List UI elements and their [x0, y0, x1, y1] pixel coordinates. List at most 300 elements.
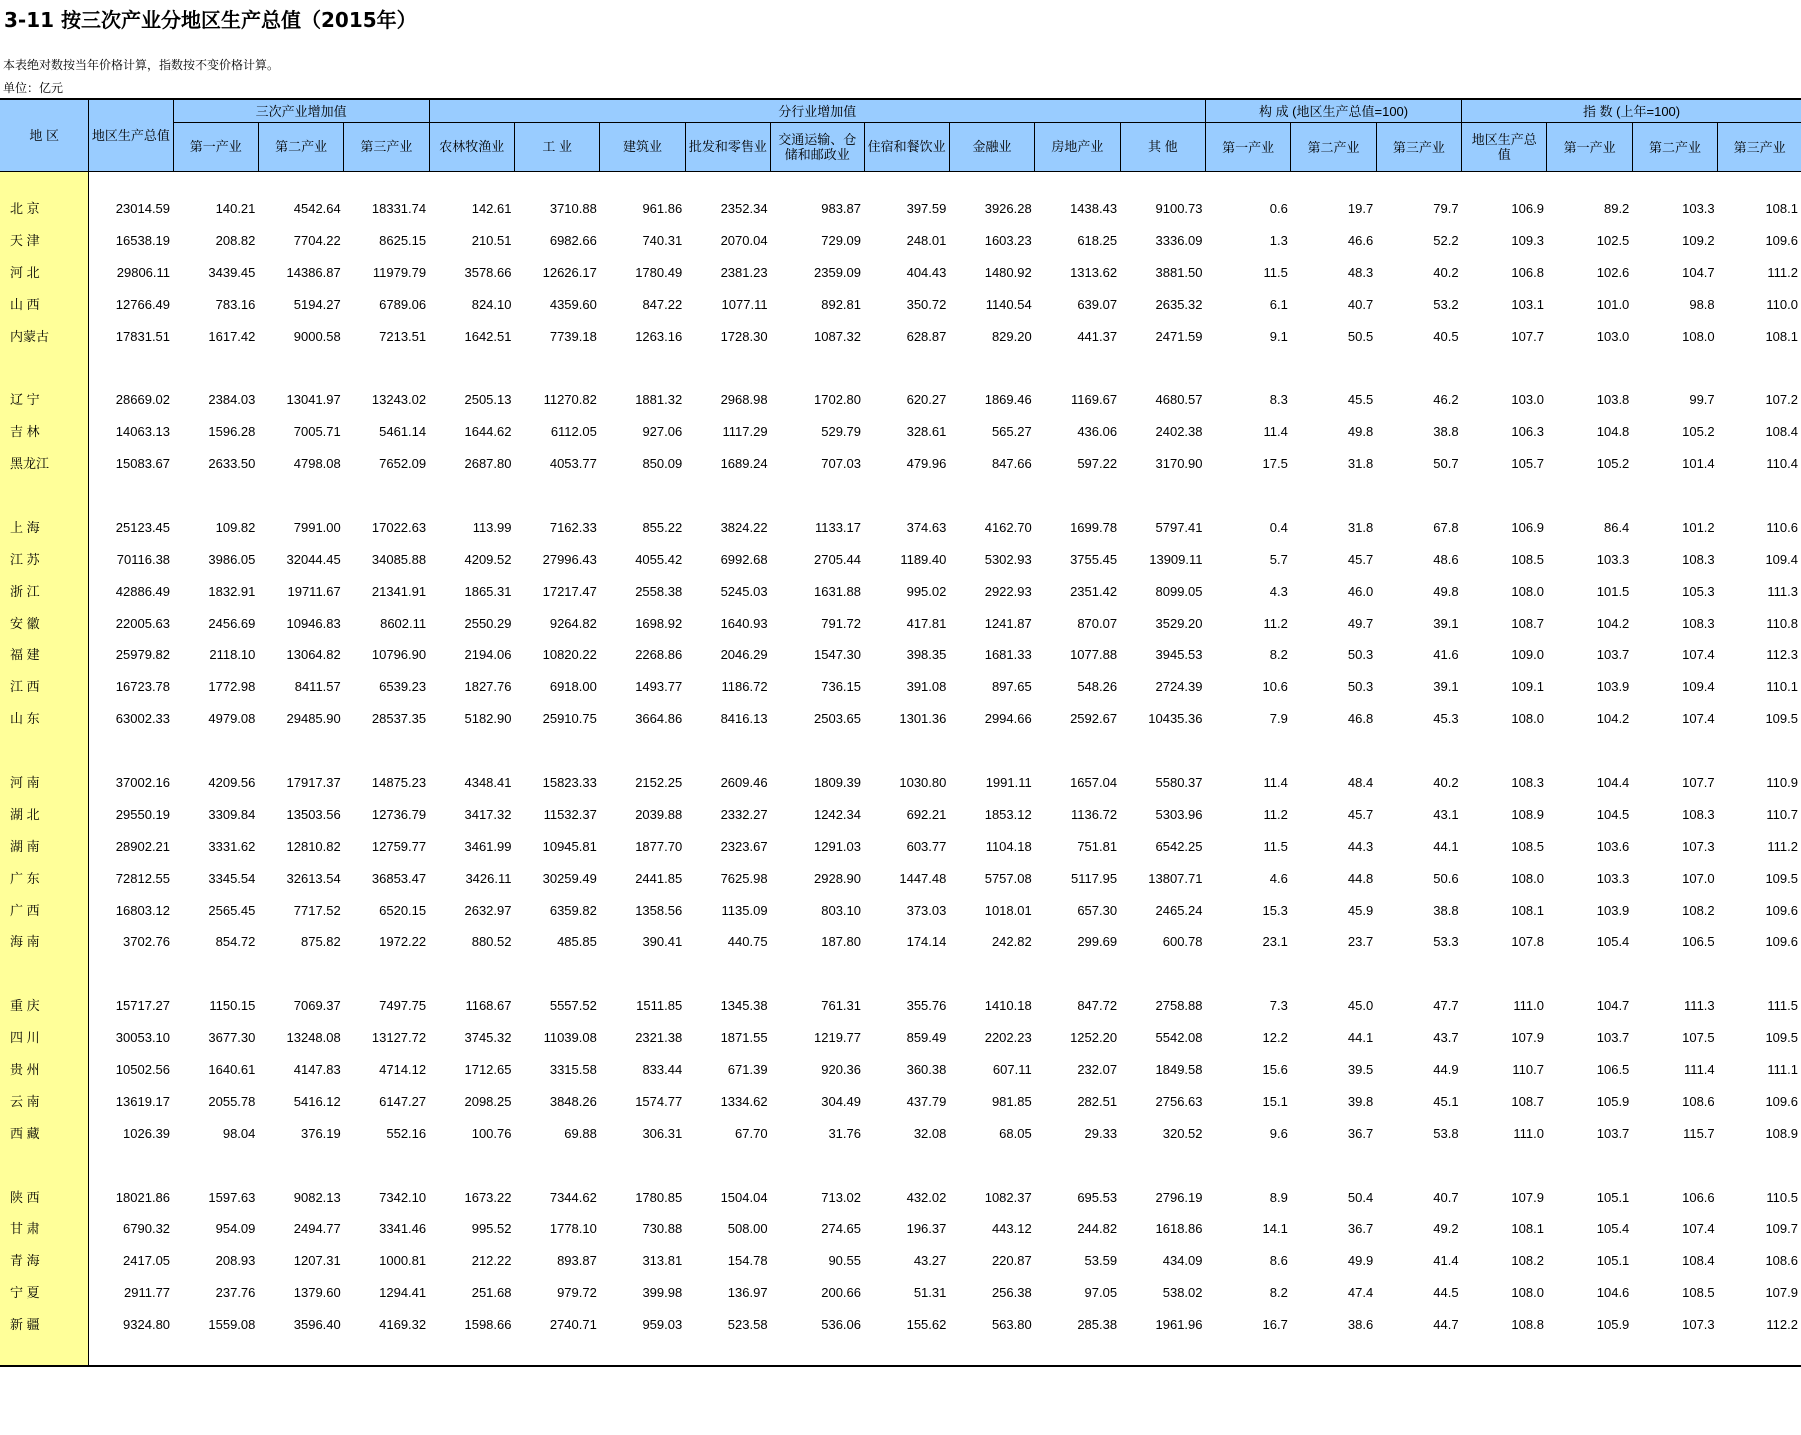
- value-cell: 2381.23: [720, 264, 768, 280]
- value-cell: 1150.15: [209, 998, 256, 1014]
- table-row: [0, 1022, 1801, 1054]
- value-cell: 854.72: [215, 934, 256, 950]
- value-cell: 104.7: [1682, 264, 1715, 280]
- value-cell: 108.1: [1765, 200, 1798, 216]
- value-cell: 16803.12: [115, 902, 171, 918]
- value-cell: 1077.88: [1070, 647, 1118, 663]
- table-row: [0, 1214, 1801, 1246]
- header-index-col: 第三产业: [1718, 123, 1801, 172]
- value-cell: 31.76: [828, 1125, 861, 1141]
- value-cell: 850.09: [642, 456, 683, 472]
- value-cell: 282.51: [1077, 1093, 1118, 1109]
- value-cell: 220.87: [991, 1253, 1032, 1269]
- value-cell: 1219.77: [814, 1030, 861, 1046]
- value-cell: 49.8: [1433, 583, 1459, 599]
- table-row: [0, 1054, 1801, 1086]
- value-cell: 107.4: [1682, 711, 1715, 727]
- value-cell: 237.76: [215, 1285, 256, 1301]
- table-header: [0, 99, 1801, 172]
- value-cell: 2402.38: [1155, 424, 1203, 440]
- value-cell: 355.76: [906, 998, 947, 1014]
- value-cell: 4798.08: [293, 456, 341, 472]
- value-cell: 5182.90: [464, 711, 512, 727]
- value-cell: 107.9: [1765, 1285, 1798, 1301]
- value-cell: 39.5: [1347, 1061, 1374, 1077]
- value-cell: 40.7: [1347, 296, 1374, 312]
- value-cell: 5117.95: [1071, 870, 1118, 886]
- value-cell: 251.68: [471, 1285, 512, 1301]
- value-cell: 108.0: [1511, 583, 1544, 599]
- value-cell: 107.2: [1765, 392, 1798, 408]
- value-cell: 523.58: [727, 1317, 768, 1333]
- value-cell: 109.5: [1765, 1030, 1798, 1046]
- value-cell: 3170.90: [1155, 456, 1203, 472]
- value-cell: 6918.00: [549, 679, 597, 695]
- value-cell: 1559.08: [208, 1317, 256, 1333]
- value-cell: 108.9: [1765, 1125, 1798, 1141]
- table-row: [0, 1086, 1801, 1118]
- region-name: 海 南: [0, 926, 89, 958]
- value-cell: 100.76: [471, 1125, 512, 1141]
- value-cell: 103.6: [1596, 838, 1630, 854]
- value-cell: 98.04: [222, 1125, 256, 1141]
- value-cell: 39.8: [1347, 1093, 1374, 1109]
- value-cell: 3986.05: [208, 551, 256, 567]
- value-cell: 112.3: [1766, 647, 1798, 663]
- table-row: [0, 608, 1801, 640]
- value-cell: 101.0: [1596, 296, 1630, 312]
- value-cell: 10502.56: [115, 1061, 171, 1077]
- value-cell: 397.59: [906, 200, 947, 216]
- value-cell: 109.7: [1765, 1221, 1798, 1237]
- value-cell: 110.8: [1766, 615, 1798, 631]
- value-cell: 2118.10: [209, 647, 256, 663]
- table-row: [0, 671, 1801, 703]
- value-cell: 4162.70: [984, 519, 1032, 535]
- value-cell: 3529.20: [1155, 615, 1203, 631]
- value-cell: 200.66: [821, 1285, 861, 1301]
- value-cell: 8099.05: [1155, 583, 1203, 599]
- value-cell: 4055.42: [635, 551, 683, 567]
- table-row: [0, 895, 1801, 927]
- header-three-col: 第一产业: [173, 123, 258, 172]
- value-cell: 103.9: [1596, 902, 1630, 918]
- value-cell: 274.65: [821, 1221, 861, 1237]
- value-cell: 399.98: [642, 1285, 683, 1301]
- table-row: [0, 416, 1801, 448]
- value-cell: 108.3: [1682, 615, 1715, 631]
- value-cell: 11.2: [1263, 615, 1288, 631]
- value-cell: 320.52: [1162, 1125, 1203, 1141]
- region-name: 吉 林: [0, 416, 89, 448]
- value-cell: 155.62: [906, 1317, 947, 1333]
- value-cell: 108.4: [1682, 1253, 1715, 1269]
- region-name: 甘 肃: [0, 1214, 89, 1246]
- value-cell: 32044.45: [286, 551, 341, 567]
- value-cell: 4348.41: [464, 774, 512, 790]
- table-row: [0, 1245, 1801, 1277]
- value-cell: 1832.91: [208, 583, 256, 599]
- region-name: 陕 西: [0, 1182, 89, 1214]
- value-cell: 783.16: [215, 296, 256, 312]
- value-cell: 695.53: [1077, 1189, 1118, 1205]
- value-cell: 2046.29: [720, 647, 768, 663]
- value-cell: 2268.86: [635, 647, 683, 663]
- value-cell: 1291.03: [814, 838, 861, 854]
- value-cell: 102.6: [1596, 264, 1630, 280]
- value-cell: 13909.11: [1149, 551, 1203, 567]
- value-cell: 108.4: [1765, 424, 1798, 440]
- value-cell: 47.7: [1433, 998, 1459, 1014]
- value-cell: 1135.09: [721, 902, 768, 918]
- value-cell: 111.5: [1767, 998, 1798, 1014]
- value-cell: 1252.20: [1070, 1030, 1118, 1046]
- value-cell: 692.21: [906, 806, 947, 822]
- value-cell: 108.0: [1511, 870, 1544, 886]
- value-cell: 49.7: [1347, 615, 1374, 631]
- value-cell: 108.1: [1511, 902, 1544, 918]
- region-name: 湖 北: [0, 799, 89, 831]
- value-cell: 1772.98: [208, 679, 256, 695]
- value-cell: 72812.55: [115, 870, 171, 886]
- value-cell: 2550.29: [464, 615, 512, 631]
- value-cell: 847.66: [991, 456, 1032, 472]
- value-cell: 43.27: [913, 1253, 947, 1269]
- value-cell: 3426.11: [465, 870, 512, 886]
- region-name: 云 南: [0, 1086, 89, 1118]
- value-cell: 1640.93: [720, 615, 768, 631]
- value-cell: 2968.98: [720, 392, 768, 408]
- value-cell: 7342.10: [379, 1189, 427, 1205]
- value-cell: 1082.37: [984, 1189, 1032, 1205]
- region-name: 河 北: [0, 257, 89, 289]
- value-cell: 2471.59: [1155, 328, 1203, 344]
- value-cell: 1133.17: [814, 519, 861, 535]
- value-cell: 1597.63: [208, 1189, 256, 1205]
- value-cell: 360.38: [906, 1061, 947, 1077]
- value-cell: 391.08: [906, 679, 947, 695]
- header-sector-col: 建筑业: [600, 123, 685, 172]
- value-cell: 21341.91: [371, 583, 427, 599]
- value-cell: 1657.04: [1070, 774, 1118, 790]
- value-cell: 8625.15: [379, 232, 427, 248]
- value-cell: 1865.31: [464, 583, 512, 599]
- value-cell: 10796.90: [371, 647, 427, 663]
- value-cell: 1410.18: [984, 998, 1032, 1014]
- value-cell: 53.2: [1433, 296, 1459, 312]
- value-cell: 740.31: [642, 232, 683, 248]
- value-cell: 417.81: [906, 615, 947, 631]
- value-cell: 11.4: [1263, 424, 1288, 440]
- value-cell: 107.4: [1682, 647, 1715, 663]
- value-cell: 15717.27: [115, 998, 171, 1014]
- value-cell: 1263.16: [635, 328, 683, 344]
- value-cell: 7162.33: [549, 519, 597, 535]
- value-cell: 11270.82: [543, 392, 597, 408]
- value-cell: 49.2: [1433, 1221, 1459, 1237]
- value-cell: 304.49: [821, 1093, 861, 1109]
- value-cell: 10.6: [1262, 679, 1288, 695]
- spacer-row: [0, 352, 1801, 384]
- value-cell: 875.82: [300, 934, 341, 950]
- value-cell: 106.6: [1682, 1189, 1715, 1205]
- region-name: 江 苏: [0, 544, 89, 576]
- value-cell: 7.3: [1269, 998, 1288, 1014]
- value-cell: 6539.23: [379, 679, 427, 695]
- value-cell: 101.5: [1596, 583, 1630, 599]
- value-cell: 671.39: [727, 1061, 768, 1077]
- gdp-table: [0, 98, 1801, 1367]
- value-cell: 3702.76: [123, 934, 171, 950]
- table-row: [0, 926, 1801, 958]
- value-cell: 111.0: [1513, 998, 1544, 1014]
- value-cell: 103.0: [1596, 328, 1630, 344]
- table-row: [0, 1309, 1801, 1341]
- spacer-row: [0, 958, 1801, 990]
- value-cell: 29485.90: [286, 711, 341, 727]
- region-name: 江 西: [0, 671, 89, 703]
- header-composition-col: 第一产业: [1206, 123, 1291, 172]
- value-cell: 3336.09: [1155, 232, 1203, 248]
- value-cell: 1689.24: [720, 456, 768, 472]
- value-cell: 597.22: [1077, 456, 1118, 472]
- value-cell: 46.0: [1347, 583, 1374, 599]
- value-cell: 6982.66: [549, 232, 597, 248]
- value-cell: 45.1: [1433, 1093, 1459, 1109]
- value-cell: 1596.28: [208, 424, 256, 440]
- value-cell: 434.09: [1162, 1253, 1203, 1269]
- value-cell: 8.3: [1269, 392, 1288, 408]
- value-cell: 5194.27: [293, 296, 341, 312]
- value-cell: 2351.42: [1070, 583, 1118, 599]
- value-cell: 10820.22: [542, 647, 597, 663]
- value-cell: 954.09: [215, 1221, 256, 1237]
- value-cell: 104.7: [1596, 998, 1630, 1014]
- value-cell: 3439.45: [208, 264, 256, 280]
- value-cell: 995.52: [471, 1221, 512, 1237]
- value-cell: 108.0: [1511, 711, 1544, 727]
- value-cell: 5797.41: [1155, 519, 1203, 535]
- value-cell: 30259.49: [542, 870, 597, 886]
- value-cell: 107.0: [1682, 870, 1715, 886]
- value-cell: 436.06: [1077, 424, 1118, 440]
- value-cell: 105.7: [1511, 456, 1544, 472]
- region-name: 河 南: [0, 767, 89, 799]
- header-composition-col: 第三产业: [1376, 123, 1461, 172]
- region-name: 宁 夏: [0, 1277, 89, 1309]
- value-cell: 187.80: [821, 934, 861, 950]
- value-cell: 3309.84: [208, 806, 256, 822]
- value-cell: 67.8: [1433, 519, 1459, 535]
- value-cell: 8.2: [1269, 1285, 1288, 1301]
- header-gdp: 地区生产总值: [89, 99, 173, 172]
- value-cell: 40.2: [1433, 264, 1459, 280]
- value-cell: 2724.39: [1155, 679, 1203, 695]
- value-cell: 508.00: [727, 1221, 768, 1237]
- value-cell: 103.0: [1511, 392, 1544, 408]
- value-cell: 108.0: [1682, 328, 1715, 344]
- value-cell: 68.05: [999, 1125, 1032, 1141]
- value-cell: 3664.86: [635, 711, 683, 727]
- value-cell: 13041.97: [286, 392, 341, 408]
- value-cell: 9000.58: [293, 328, 341, 344]
- value-cell: 111.2: [1767, 264, 1798, 280]
- value-cell: 50.7: [1433, 456, 1459, 472]
- value-cell: 892.81: [821, 296, 861, 312]
- value-cell: 736.15: [821, 679, 861, 695]
- value-cell: 995.02: [906, 583, 947, 599]
- value-cell: 103.3: [1682, 200, 1715, 216]
- value-cell: 25123.45: [115, 519, 171, 535]
- value-cell: 1480.92: [984, 264, 1032, 280]
- value-cell: 6992.68: [720, 551, 768, 567]
- value-cell: 50.3: [1347, 647, 1374, 663]
- value-cell: 27996.43: [542, 551, 597, 567]
- header-by-sector: 分行业增加值: [429, 99, 1205, 123]
- value-cell: 1618.86: [1155, 1221, 1203, 1237]
- header-sector-col: 金融业: [949, 123, 1034, 172]
- region-name: 上 海: [0, 512, 89, 544]
- value-cell: 2592.67: [1070, 711, 1118, 727]
- value-cell: 79.7: [1433, 200, 1459, 216]
- value-cell: 729.09: [821, 232, 861, 248]
- spacer-row: [0, 480, 1801, 512]
- value-cell: 103.8: [1596, 392, 1630, 408]
- value-cell: 13243.02: [371, 392, 427, 408]
- value-cell: 639.07: [1077, 296, 1118, 312]
- value-cell: 538.02: [1162, 1285, 1203, 1301]
- region-name: 天 津: [0, 225, 89, 257]
- value-cell: 31.8: [1347, 519, 1374, 535]
- value-cell: 15.3: [1262, 902, 1288, 918]
- value-cell: 1207.31: [293, 1253, 341, 1269]
- value-cell: 11.4: [1263, 774, 1288, 790]
- value-cell: 16723.78: [115, 679, 171, 695]
- value-cell: 48.3: [1347, 264, 1374, 280]
- value-cell: 111.2: [1767, 838, 1798, 854]
- region-name: 新 疆: [0, 1309, 89, 1341]
- value-cell: 16.7: [1262, 1317, 1288, 1333]
- value-cell: 50.4: [1347, 1189, 1374, 1205]
- table-row: [0, 257, 1801, 289]
- value-cell: 3755.45: [1070, 551, 1118, 567]
- value-cell: 285.38: [1077, 1317, 1118, 1333]
- value-cell: 109.5: [1765, 711, 1798, 727]
- value-cell: 1511.85: [636, 998, 683, 1014]
- value-cell: 242.82: [991, 934, 1032, 950]
- value-cell: 12759.77: [371, 838, 427, 854]
- value-cell: 5757.08: [984, 870, 1032, 886]
- value-cell: 106.9: [1511, 519, 1544, 535]
- value-cell: 44.3: [1347, 838, 1374, 854]
- value-cell: 603.77: [906, 838, 947, 854]
- value-cell: 110.1: [1766, 679, 1798, 695]
- value-cell: 17831.51: [115, 328, 171, 344]
- value-cell: 7739.18: [549, 328, 597, 344]
- value-cell: 376.19: [300, 1125, 341, 1141]
- value-cell: 1712.65: [464, 1061, 512, 1077]
- value-cell: 108.3: [1682, 806, 1715, 822]
- value-cell: 4169.32: [379, 1317, 427, 1333]
- value-cell: 108.6: [1682, 1093, 1715, 1109]
- value-cell: 30053.10: [115, 1030, 171, 1046]
- region-name: 广 西: [0, 895, 89, 927]
- value-cell: 7652.09: [379, 456, 427, 472]
- value-cell: 15.6: [1262, 1061, 1288, 1077]
- header-sector-col: 房地产业: [1035, 123, 1120, 172]
- header-index: 指 数 (上年=100): [1462, 99, 1801, 123]
- value-cell: 2609.46: [720, 774, 768, 790]
- value-cell: 208.82: [215, 232, 256, 248]
- value-cell: 212.22: [471, 1253, 512, 1269]
- value-cell: 1000.81: [379, 1253, 427, 1269]
- value-cell: 2756.63: [1155, 1093, 1203, 1109]
- header-sector-col: 工 业: [514, 123, 599, 172]
- value-cell: 2632.97: [464, 902, 512, 918]
- value-cell: 2332.27: [720, 806, 768, 822]
- table-row: [0, 1182, 1801, 1214]
- value-cell: 833.44: [642, 1061, 683, 1077]
- value-cell: 3848.26: [549, 1093, 597, 1109]
- value-cell: 50.3: [1347, 679, 1374, 695]
- value-cell: 1241.87: [984, 615, 1032, 631]
- value-cell: 25979.82: [115, 647, 171, 663]
- value-cell: 2055.78: [208, 1093, 256, 1109]
- value-cell: 7704.22: [293, 232, 341, 248]
- value-cell: 10945.81: [542, 838, 597, 854]
- value-cell: 920.36: [821, 1061, 861, 1077]
- value-cell: 107.5: [1682, 1030, 1715, 1046]
- value-cell: 111.0: [1513, 1125, 1544, 1141]
- value-cell: 1547.30: [814, 647, 861, 663]
- value-cell: 313.81: [642, 1253, 683, 1269]
- value-cell: 979.72: [557, 1285, 597, 1301]
- value-cell: 36853.47: [371, 870, 427, 886]
- value-cell: 1030.80: [899, 774, 947, 790]
- value-cell: 2441.85: [635, 870, 683, 886]
- table-row: [0, 544, 1801, 576]
- value-cell: 3745.32: [464, 1030, 512, 1046]
- value-cell: 600.78: [1162, 934, 1203, 950]
- value-cell: 1881.32: [635, 392, 683, 408]
- value-cell: 983.87: [821, 200, 861, 216]
- value-cell: 109.82: [215, 519, 256, 535]
- value-cell: 1.3: [1269, 232, 1288, 248]
- value-cell: 46.2: [1433, 392, 1459, 408]
- value-cell: 110.7: [1512, 1061, 1544, 1077]
- value-cell: 6359.82: [549, 902, 597, 918]
- value-cell: 44.7: [1433, 1317, 1459, 1333]
- value-cell: 25910.75: [542, 711, 597, 727]
- value-cell: 2070.04: [720, 232, 768, 248]
- value-cell: 110.7: [1766, 806, 1798, 822]
- value-cell: 1778.10: [549, 1221, 597, 1237]
- value-cell: 4979.08: [208, 711, 256, 727]
- value-cell: 404.43: [906, 264, 947, 280]
- value-cell: 31.8: [1347, 456, 1374, 472]
- table-row: [0, 863, 1801, 895]
- value-cell: 5303.96: [1155, 806, 1203, 822]
- value-cell: 3881.50: [1155, 264, 1203, 280]
- value-cell: 707.03: [821, 456, 861, 472]
- region-name: 辽 宁: [0, 384, 89, 416]
- value-cell: 3345.54: [208, 870, 256, 886]
- value-cell: 23.7: [1347, 934, 1374, 950]
- value-cell: 8411.57: [294, 679, 341, 695]
- value-cell: 101.2: [1682, 519, 1715, 535]
- value-cell: 41.6: [1433, 647, 1459, 663]
- value-cell: 36.7: [1347, 1125, 1374, 1141]
